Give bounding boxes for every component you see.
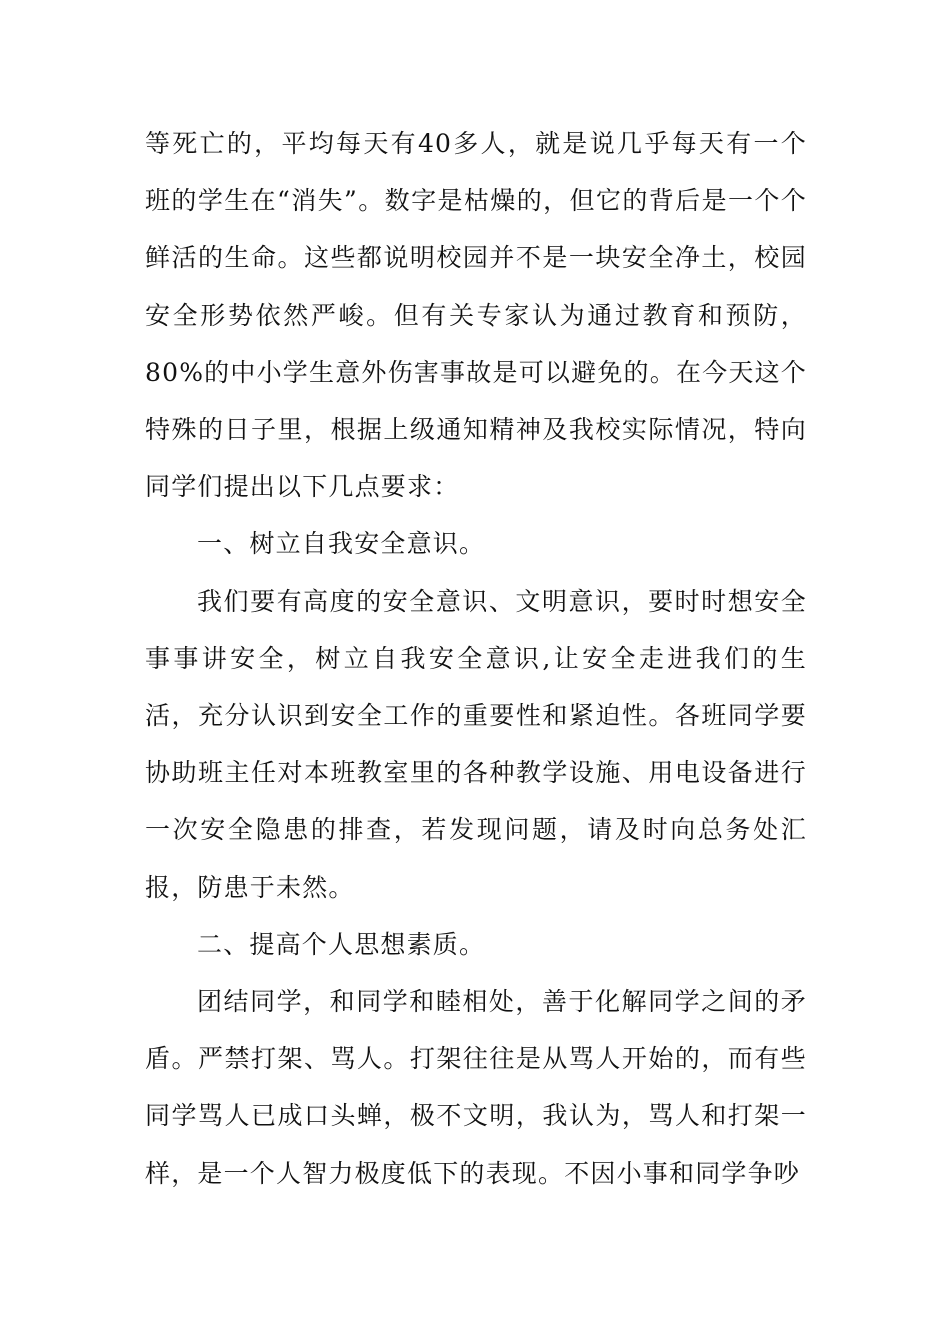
paragraph-continuation: 等死亡的，平均每天有40多人，就是说几乎每天有一个班的学生在“消失”。数字是枯燥的，但它的背后是一个个鲜活的生命。这些都说明校园并不是一块安全净土，校园安全形势依然严峻。但有关专家认为通过教育和预防，80%的中小学生意外伤害事故是可以避免的。在今天这个特殊的日子里，根据上级通知精神及我校实际情况，特向同学们提出以下几点要求： <box>145 129 807 502</box>
document-page <box>145 115 807 1202</box>
section-heading-safety-awareness: 一、树立自我安全意识。 <box>197 529 486 559</box>
section-heading-personal-quality: 二、提高个人思想素质。 <box>197 929 486 959</box>
paragraph-personal-quality: 团结同学，和同学和睦相处，善于化解同学之间的矛盾。严禁打架、骂人。打架往往是从骂人开始的，而有些同学骂人已成口头蝉，极不文明，我认为，骂人和打架一样，是一个人智力极度低下的表现。不因小事和同学争吵 <box>145 987 807 1188</box>
paragraph-safety-awareness: 我们要有高度的安全意识、文明意识，要时时想安全事事讲安全，树立自我安全意识,让安全走进我们的生活，充分认识到安全工作的重要性和紧迫性。各班同学要协助班主任对本班教室里的各种教学设施、用电设备进行一次安全隐患的排查，若发现问题，请及时向总务处汇报，防患于未然。 <box>145 586 807 902</box>
